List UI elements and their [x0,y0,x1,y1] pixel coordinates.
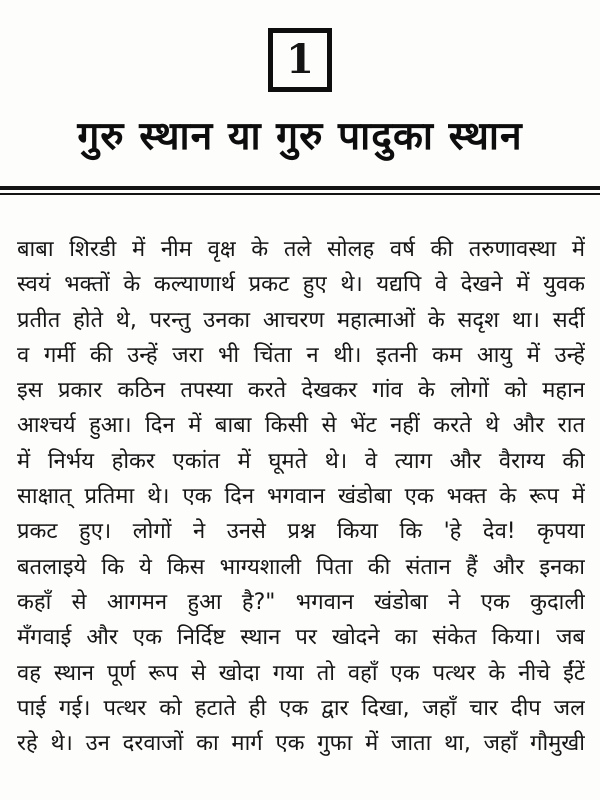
body-line: स्वयं भक्तों के कल्याणार्थ प्रकट हुए थे। यद्यपि वे देखने में युवक [17,272,585,298]
body-line: बतलाइये कि ये किस भाग्यशाली पिता की संतान हैं और इनका [17,554,585,580]
body-line: प्रतीत होते थे, परन्तु उनका आचरण महात्माओं के सदृश था। सर्दी [17,307,585,333]
body-line: में निर्भय होकर एकांत में घूमते थे। वे त्याग और वैराग्य की [17,448,585,474]
body-line: प्रकट हुए। लोगों ने उनसे प्रश्न किया कि 'हे देव! कृपया [17,519,585,545]
body-line: पाई गई। पत्थर को हटाते ही एक द्वार दिखा, जहाँ चार दीप जल [17,695,585,721]
body-line: मँगवाई और एक निर्दिष्ट स्थान पर खोदने का संकेत किया। जब [17,625,585,651]
body-line: व गर्मी की उन्हें जरा भी चिंता न थी। इतनी कम आयु में उन्हें [17,342,585,368]
body-line: रहे थे। उन दरवाजों का मार्ग एक गुफा में जाता था, जहाँ गौमुखी [17,731,585,757]
chapter-number-box [268,28,332,92]
page-title: गुरु स्थान या गुरु पादुका स्थान [77,114,523,159]
body-line: बाबा शिरडी में नीम वृक्ष के तले सोलह वर्ष की तरुणावस्था में [17,237,585,262]
body-line: साक्षात् प्रतिमा थे। एक दिन भगवान खंडोबा एक भक्त के रूप में [17,484,585,510]
body-line: वह स्थान पूर्ण रूप से खोदा गया तो वहाँ एक पत्थर के नीचे ईंटें [17,660,585,686]
body-line: आश्चर्य हुआ। दिन में बाबा किसी से भेंट नहीं करते थे और रात [17,413,585,439]
body-text [17,232,585,761]
body-line: कहाँ से आगमन हुआ है?" भगवान खंडोबा ने एक कुदाली [17,589,585,615]
chapter-number: 1 [286,36,314,83]
title-double-rule [0,186,600,195]
body-line: इस प्रकार कठिन तपस्या करते देखकर गांव के लोगों को महान [17,378,585,404]
